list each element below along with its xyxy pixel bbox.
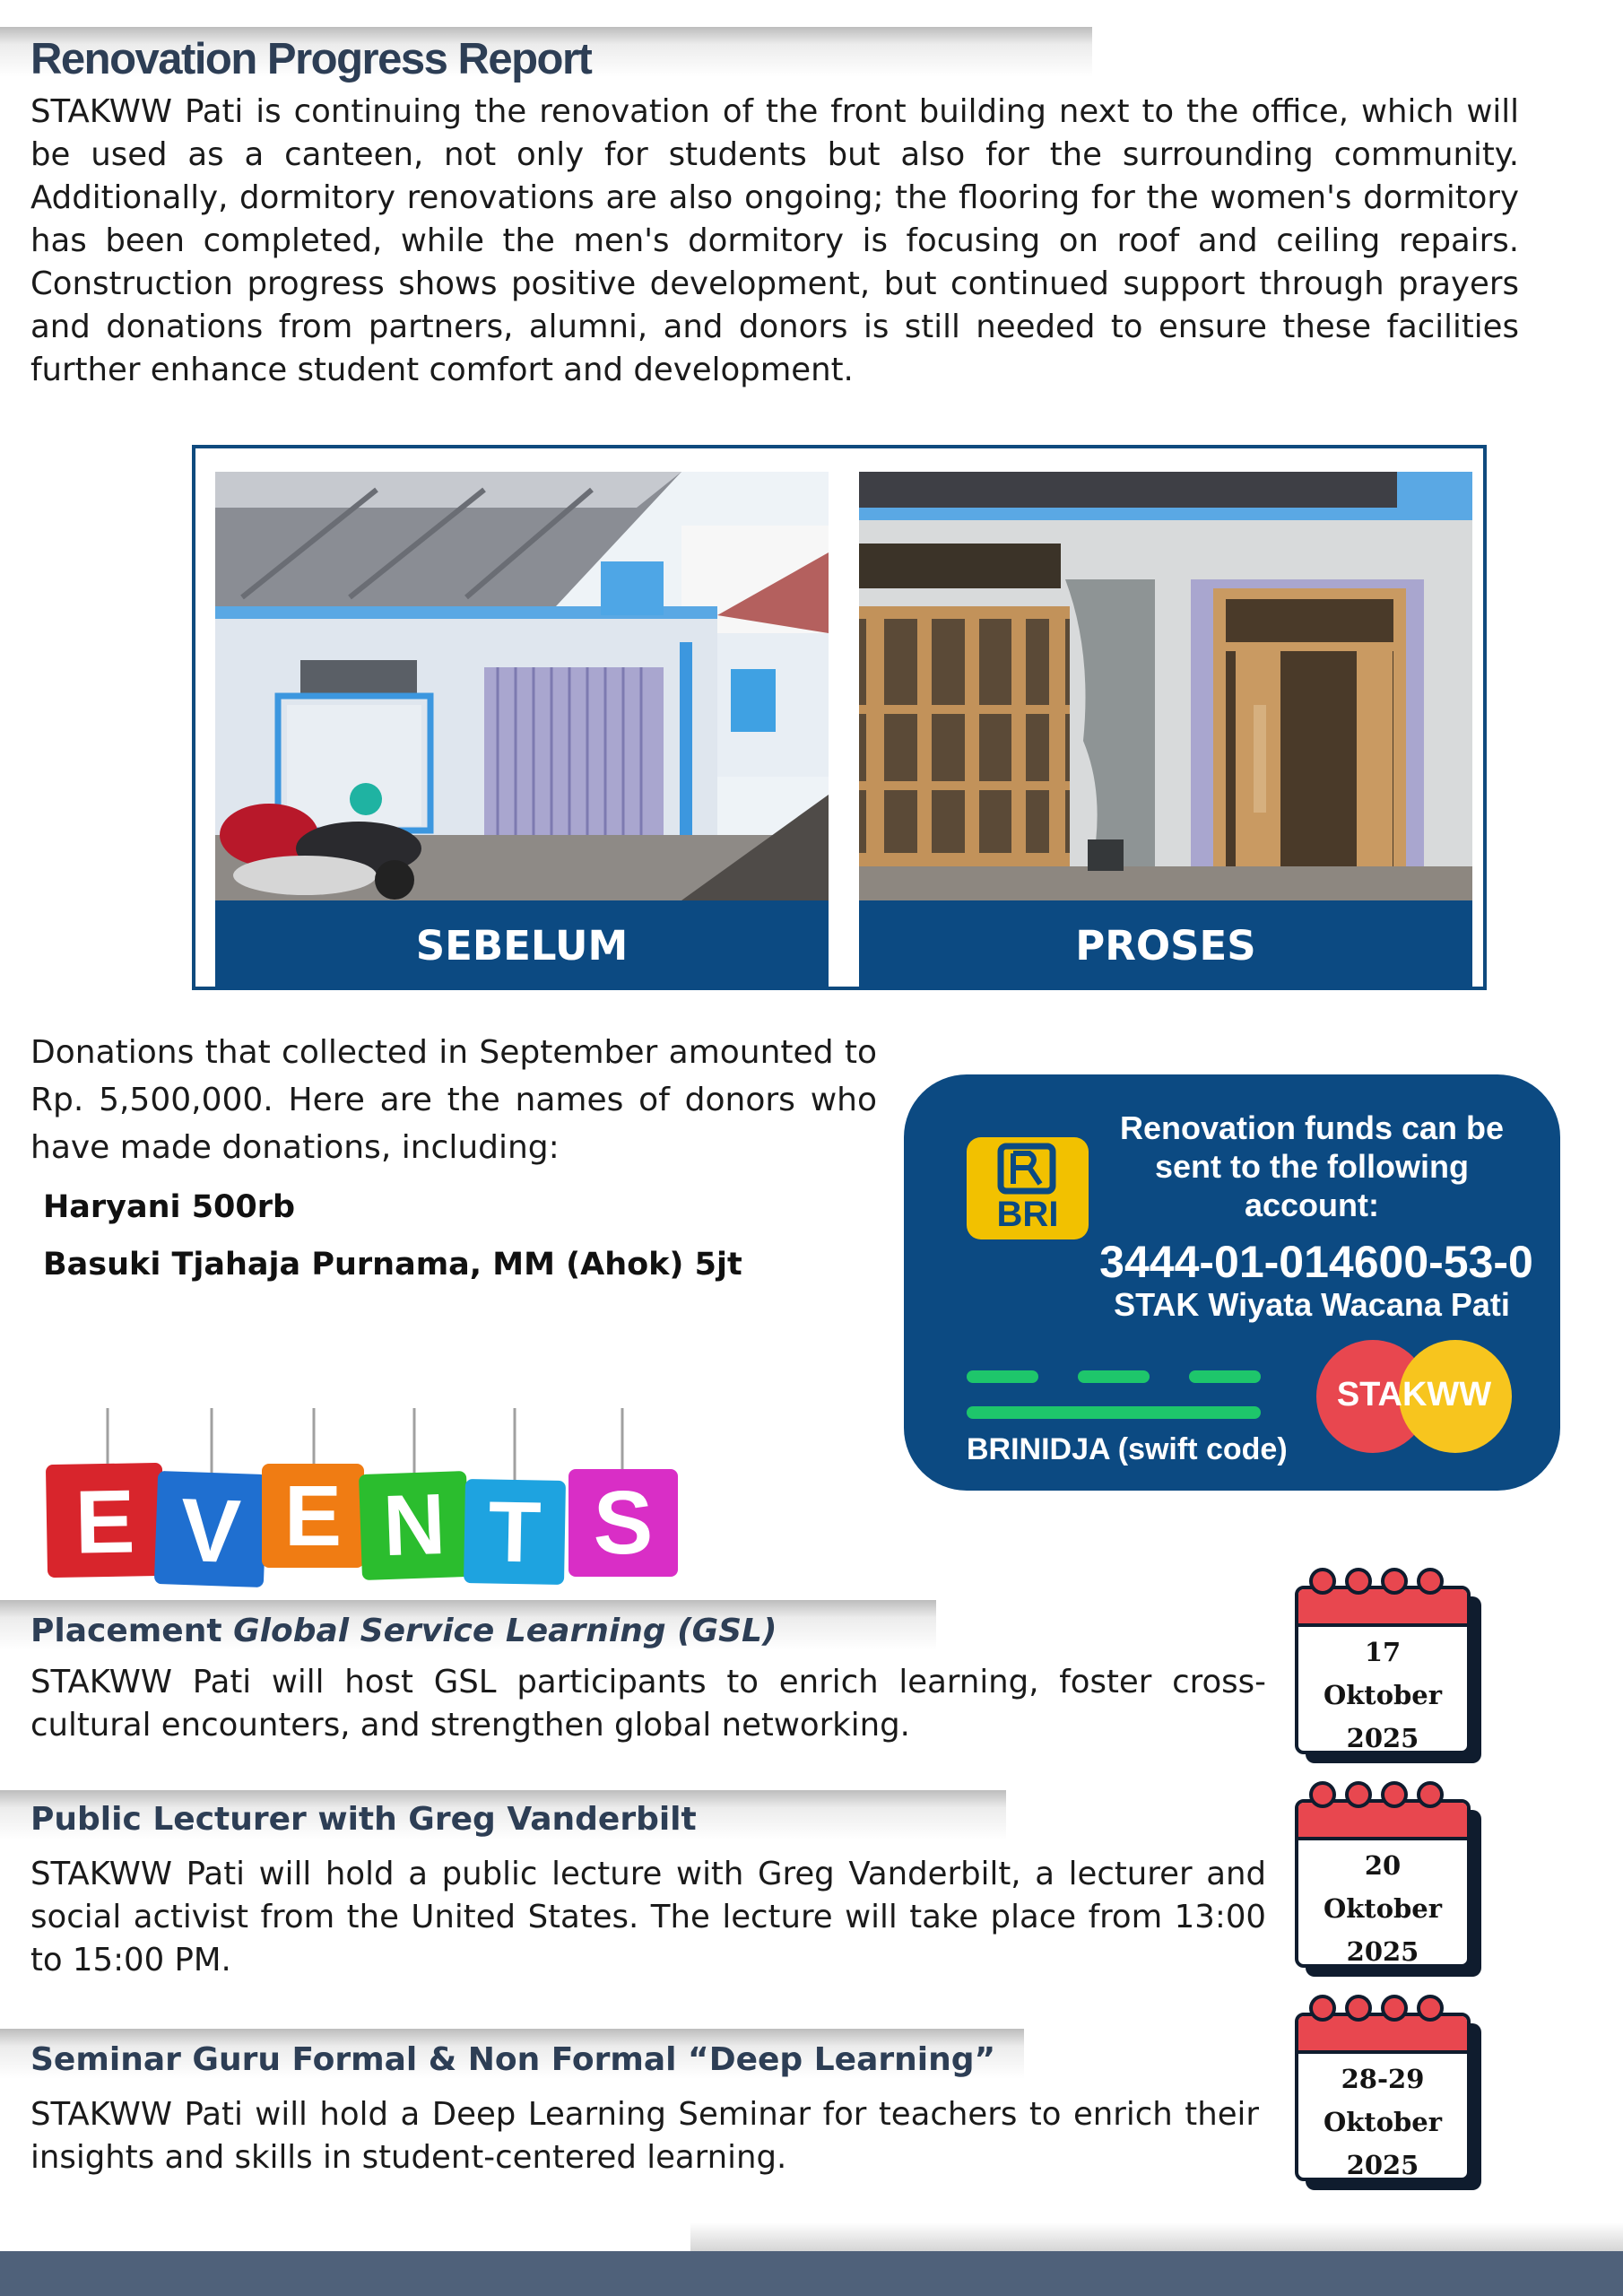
event-description: STAKWW Pati will hold a Deep Learning Seminar for teachers to enrich their insights and skills in student-centered learning. [30,2096,1259,2176]
footer-accent [690,2222,1623,2251]
renovation-paragraph: STAKWW Pati is continuing the renovation of the front building next to the office, which will be used as a canteen, not only for students but also for the surrounding community. Additionally, dormitory renovations are also ongoing; the flooring for the women's dormitory has been completed, while the men's dormitory is focusing on roof and ceiling repairs. Construction progress shows positive development, but continued support through prayers and donations from partners, alumni, and donors is still needed to ensure these facilities further enhance student comfort and development. [30,93,1519,388]
event-title [30,1613,777,1649]
bri-logo [967,1137,1089,1239]
events-banner [43,1408,689,1587]
event-title: Public Lecturer with Greg Vanderbilt [30,1801,697,1838]
events-tag [46,1463,164,1578]
bri-logo-text: BRI [996,1195,1059,1234]
calendar-day: 28-29 [1341,2064,1425,2094]
account-name: STAK Wiyata Wacana Pati [1114,1286,1510,1323]
card-stripe [1189,1370,1261,1383]
bank-heading: Renovation funds can be sent to the following account: [1119,1109,1505,1223]
account-number: 3444-01-014600-53-0 [1099,1237,1533,1287]
event-description: STAKWW Pati will hold a public lecture with Greg Vanderbilt, a lecturer and social activist from the United States. The lecture will take place from 13:00 to 15:00 PM. [30,1856,1266,1979]
calendar-month: Oktober [1323,2107,1443,2137]
calendar-month: Oktober [1323,1893,1443,1924]
events-letter: S [593,1473,654,1573]
events-strings [43,1408,689,1480]
footer-bar [0,2251,1623,2296]
renovation-photo-frame [192,445,1487,990]
events-tag [464,1479,566,1585]
process-photo [859,472,1472,900]
donor-item: Haryani 500rb [43,1189,296,1225]
event-description: STAKWW Pati will host GSL participants to enrich learning, foster cross-cultural encounters, and strengthen global networking. [30,1664,1266,1744]
calendar-day: 20 [1364,1850,1402,1881]
calendar-icon [1295,1573,1488,1767]
events-tag [359,1471,470,1580]
page-title: Renovation Progress Report [30,35,592,83]
event-title: Seminar Guru Formal & Non Formal “Deep Learning” [30,2041,996,2078]
donations-paragraph: Donations that collected in September amounted to Rp. 5,500,000. Here are the names of donors who have made donations, including: [30,1034,877,1166]
swift-code: BRINIDJA (swift code) [967,1432,1288,1466]
card-stripe [1078,1370,1150,1383]
donor-item: Basuki Tjahaja Purnama, MM (Ahok) 5jt [43,1247,742,1283]
calendar-day: 17 [1364,1637,1402,1667]
before-photo [215,472,829,900]
before-caption: SEBELUM [215,900,829,990]
calendar-icon [1295,2000,1488,2194]
card-stripe [967,1370,1038,1383]
event-title-plain: Placement [30,1613,234,1649]
calendar-month: Oktober [1323,1680,1443,1710]
events-tag [154,1471,267,1587]
events-letter: T [487,1483,542,1581]
events-tag [568,1469,678,1577]
event-title-italic: Global Service Learning (GSL) [233,1613,777,1649]
events-letter: E [283,1468,343,1564]
calendar-year: 2025 [1346,1936,1419,1967]
events-letter: V [178,1479,243,1583]
events-letter: N [381,1475,447,1575]
calendar-icon [1295,1787,1488,1980]
calendar-year: 2025 [1346,1723,1419,1753]
process-caption: PROSES [859,900,1472,990]
card-stripe [967,1406,1261,1419]
stakww-badge: STAKWW [1336,1376,1492,1413]
events-letter: E [74,1471,136,1573]
bank-account-card [904,1074,1560,1491]
calendar-year: 2025 [1346,2150,1419,2180]
